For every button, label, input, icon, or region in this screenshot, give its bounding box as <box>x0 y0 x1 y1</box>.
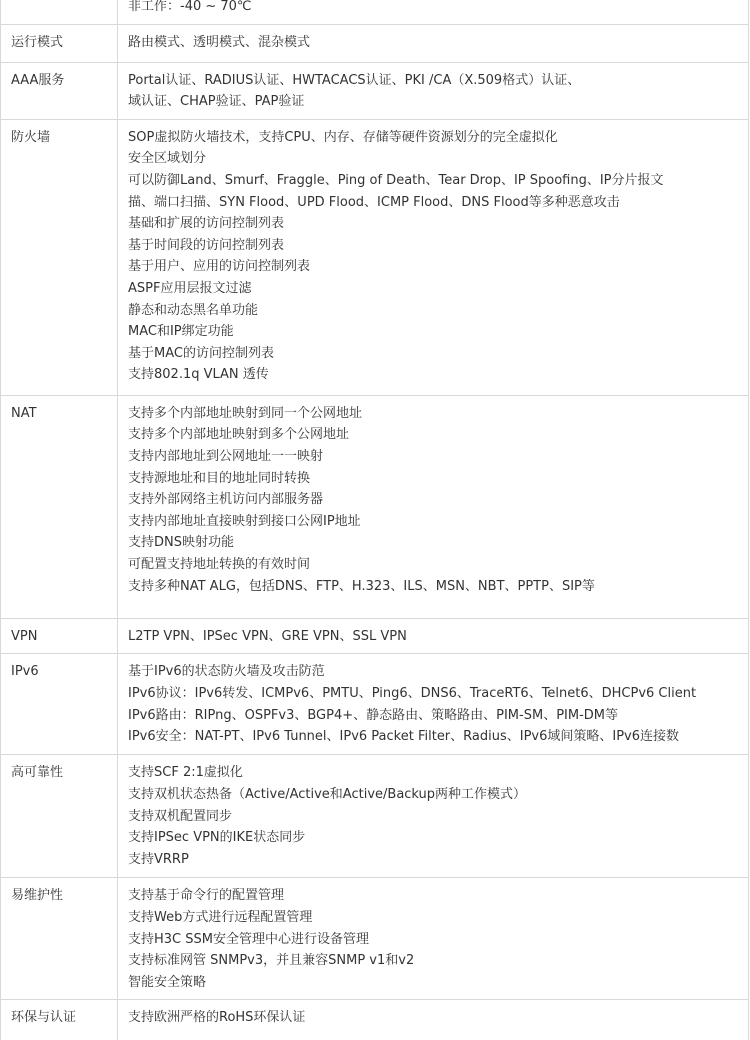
spec-value-cell <box>118 119 749 395</box>
spec-row-nat <box>1 395 749 618</box>
spec-row-maintainability <box>1 878 749 1000</box>
spec-label: VPN <box>11 628 38 644</box>
spec-row-high-availability <box>1 755 749 878</box>
spec-label-cell <box>1 0 118 24</box>
spec-row-vpn <box>1 618 749 654</box>
spec-value-line: SOP虚拟防火墙技术，支持CPU、内存、存储等硬件资源划分的完全虚拟化 <box>128 129 558 145</box>
spec-value-line: ASPF应用层报文过滤 <box>128 280 252 296</box>
spec-label: NAT <box>11 405 37 421</box>
spec-row-continuation <box>1 0 749 24</box>
spec-value-cell <box>118 755 749 878</box>
spec-value-cell <box>118 395 749 618</box>
spec-value-line: 支持多种NAT ALG，包括DNS、FTP、H.323、ILS、MSN、NBT、PPTP、SIP等 <box>128 578 595 594</box>
spec-label: 防火墙 <box>11 129 51 145</box>
spec-value-line: 支持IPSec VPN的IKE状态同步 <box>128 830 306 846</box>
spec-value-line: 支持源地址和目的地址同时转换 <box>128 470 311 486</box>
spec-value-line: 支持外部网络主机访问内部服务器 <box>128 492 324 508</box>
spec-value-line: 基于时间段的访问控制列表 <box>128 237 285 253</box>
spec-row-aaa <box>1 62 749 119</box>
spec-value-line: 支持内部地址到公网地址一一映射 <box>128 448 324 464</box>
spec-value-line: 智能安全策略 <box>128 974 207 990</box>
spec-label-cell <box>1 654 118 755</box>
spec-value-line: 支持802.1q VLAN 透传 <box>128 367 269 383</box>
spec-value-line: 域认证、CHAP验证、PAP验证 <box>128 94 305 110</box>
spec-value-line: 支持多个内部地址映射到多个公网地址 <box>128 427 350 443</box>
spec-value-line: 支持双机状态热备（Active/Active和Active/Backup两种工作模式） <box>128 786 527 802</box>
spec-label-cell <box>1 119 118 395</box>
spec-value-line: 支持VRRP <box>128 851 189 867</box>
spec-value-line: IPv6安全：NAT-PT、IPv6 Tunnel、IPv6 Packet Filter、Radius、IPv6域间策略、IPv6连接数 <box>128 729 680 745</box>
spec-value-line: 基于用户、应用的访问控制列表 <box>128 259 311 275</box>
spec-value-line: 支持DNS映射功能 <box>128 535 234 551</box>
spec-value-cell <box>118 654 749 755</box>
spec-value-line: 描、端口扫描、SYN Flood、UPD Flood、ICMP Flood、DNS Flood等多种恶意攻击 <box>128 194 620 210</box>
spec-value-line: 路由模式、透明模式、混杂模式 <box>128 34 311 50</box>
spec-label-cell <box>1 24 118 62</box>
spec-value-line: IPv6路由：RIPng、OSPFv3、BGP4+、静态路由、策略路由、PIM-SM、PIM-DM等 <box>128 707 618 723</box>
spec-label-cell <box>1 618 118 654</box>
spec-value-cell <box>118 618 749 654</box>
spec-value-line: 基础和扩展的访问控制列表 <box>128 216 285 232</box>
spec-label: 易维护性 <box>11 888 64 904</box>
spec-label-cell <box>1 62 118 119</box>
spec-label-cell <box>1 395 118 618</box>
spec-value-line: 支持双机配置同步 <box>128 808 233 824</box>
spec-row-firewall <box>1 119 749 395</box>
spec-label: 环保与认证 <box>11 1010 77 1026</box>
spec-value-cell <box>118 1000 749 1040</box>
spec-label-cell <box>1 1000 118 1040</box>
spec-value-line: 可以防御Land、Smurf、Fraggle、Ping of Death、Tear Drop、IP Spoofing、IP分片报文 <box>128 172 664 188</box>
spec-value-line: 支持H3C SSM安全管理中心进行设备管理 <box>128 931 369 947</box>
spec-value-line: 支持欧洲严格的RoHS环保认证 <box>128 1010 306 1026</box>
spec-value-line: 支持Web方式进行远程配置管理 <box>128 909 313 925</box>
spec-row-ipv6 <box>1 654 749 755</box>
spec-value-line: 静态和动态黑名单功能 <box>128 302 259 318</box>
spec-value-line: 支持多个内部地址映射到同一个公网地址 <box>128 405 363 421</box>
spec-table-body <box>1 0 749 1040</box>
spec-value-line: MAC和IP绑定功能 <box>128 324 234 340</box>
spec-label: 高可靠性 <box>11 765 64 781</box>
spec-value-cell <box>118 878 749 1000</box>
spec-label-cell <box>1 755 118 878</box>
spec-value-line: 非工作：-40 ~ 70℃ <box>128 0 252 14</box>
spec-value-cell <box>118 62 749 119</box>
spec-value-cell <box>118 24 749 62</box>
spec-value-cell <box>118 0 749 24</box>
spec-value-line: 基于MAC的访问控制列表 <box>128 345 274 361</box>
spec-row-run-mode <box>1 24 749 62</box>
spec-value-line: 可配置支持地址转换的有效时间 <box>128 556 311 572</box>
spec-value-line: 基于IPv6的状态防火墙及攻击防范 <box>128 664 325 680</box>
spec-value-line: Portal认证、RADIUS认证、HWTACACS认证、PKI /CA（X.509格式）认证、 <box>128 72 581 88</box>
spec-value-line: 安全区域划分 <box>128 151 207 167</box>
spec-value-line: L2TP VPN、IPSec VPN、GRE VPN、SSL VPN <box>128 628 407 644</box>
spec-value-line: 支持标准网管 SNMPv3，并且兼容SNMP v1和v2 <box>128 953 415 969</box>
spec-label: 运行模式 <box>11 34 64 50</box>
spec-value-line: 支持SCF 2:1虚拟化 <box>128 765 243 781</box>
spec-label: AAA服务 <box>11 72 65 88</box>
spec-label-cell <box>1 878 118 1000</box>
spec-value-line: 支持基于命令行的配置管理 <box>128 888 285 904</box>
spec-value-line: 支持内部地址直接映射到接口公网IP地址 <box>128 513 361 529</box>
spec-row-certification <box>1 1000 749 1040</box>
spec-label: IPv6 <box>11 664 39 680</box>
spec-value-line: IPv6协议：IPv6转发、ICMPv6、PMTU、Ping6、DNS6、TraceRT6、Telnet6、DHCPv6 Client <box>128 685 697 701</box>
